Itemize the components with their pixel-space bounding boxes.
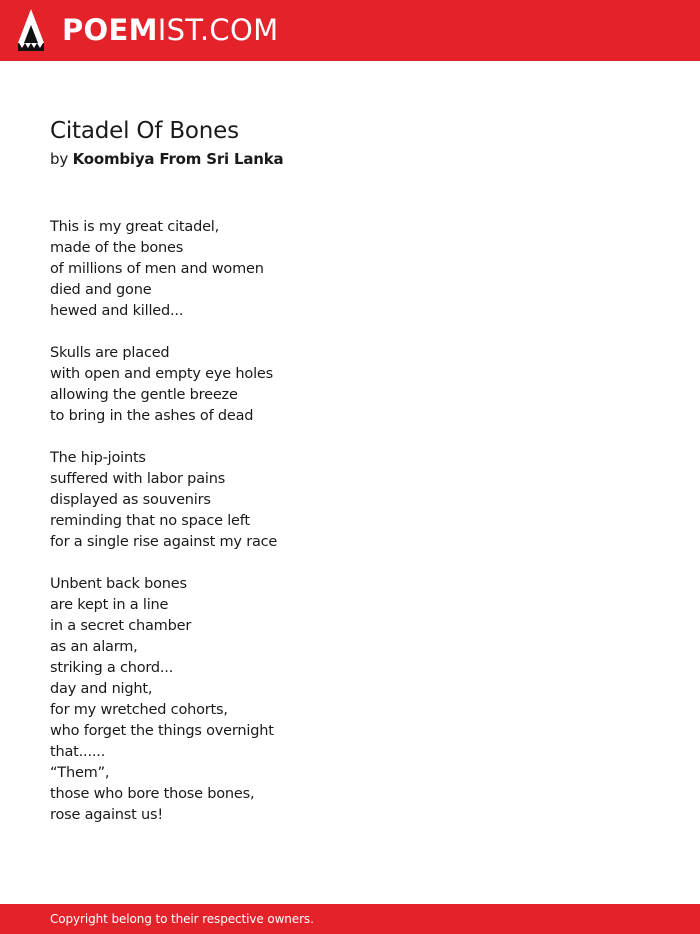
poem-line: This is my great citadel, bbox=[50, 219, 220, 235]
site-header bbox=[0, 0, 700, 61]
poem-line: striking a chord... bbox=[50, 660, 174, 676]
poem-line: in a secret chamber bbox=[50, 618, 192, 634]
poem-line: for my wretched cohorts, bbox=[50, 702, 228, 718]
poem-line: those who bore those bones, bbox=[50, 786, 255, 802]
poem-line: for a single rise against my race bbox=[50, 534, 278, 550]
poem-line: rose against us! bbox=[50, 807, 163, 823]
poem-line: suffered with labor pains bbox=[50, 471, 226, 487]
poem-line: Unbent back bones bbox=[50, 576, 187, 592]
copyright-notice: Copyright belong to their respective owners. bbox=[50, 912, 314, 926]
poem-line: day and night, bbox=[50, 681, 153, 697]
poem-line: are kept in a line bbox=[50, 597, 169, 613]
poem-author: Koombiya From Sri Lanka bbox=[72, 150, 284, 168]
site-logo[interactable] bbox=[18, 9, 278, 51]
poem-title: Citadel Of Bones bbox=[50, 118, 239, 144]
poem-line: made of the bones bbox=[50, 240, 184, 256]
poem-byline bbox=[50, 148, 650, 170]
poem-stanza bbox=[50, 217, 650, 322]
poem-line: of millions of men and women bbox=[50, 261, 264, 277]
pen-nib-icon bbox=[18, 9, 44, 51]
poem-line: “Them”, bbox=[50, 765, 110, 781]
site-footer bbox=[0, 904, 700, 934]
poem-stanza bbox=[50, 448, 650, 553]
poem-line: as an alarm, bbox=[50, 639, 138, 655]
poem-content bbox=[50, 116, 650, 847]
brand-bold-part: POEM bbox=[62, 13, 158, 47]
brand-light-part: IST.COM bbox=[157, 13, 279, 47]
poem-line: Skulls are placed bbox=[50, 345, 170, 361]
poem-body bbox=[50, 217, 650, 826]
poem-line: displayed as souvenirs bbox=[50, 492, 211, 508]
poem-line: hewed and killed... bbox=[50, 303, 184, 319]
poem-line: with open and empty eye holes bbox=[50, 366, 273, 382]
poem-stanza bbox=[50, 574, 650, 826]
poem-line: died and gone bbox=[50, 282, 152, 298]
byline-prefix: by bbox=[50, 150, 68, 168]
poem-line: allowing the gentle breeze bbox=[50, 387, 238, 403]
poem-line: who forget the things overnight bbox=[50, 723, 274, 739]
site-brand-name bbox=[62, 9, 278, 51]
poem-line: to bring in the ashes of dead bbox=[50, 408, 254, 424]
poem-line: reminding that no space left bbox=[50, 513, 250, 529]
poem-line: that...... bbox=[50, 744, 106, 760]
poem-line: The hip-joints bbox=[50, 450, 146, 466]
poem-stanza bbox=[50, 343, 650, 427]
